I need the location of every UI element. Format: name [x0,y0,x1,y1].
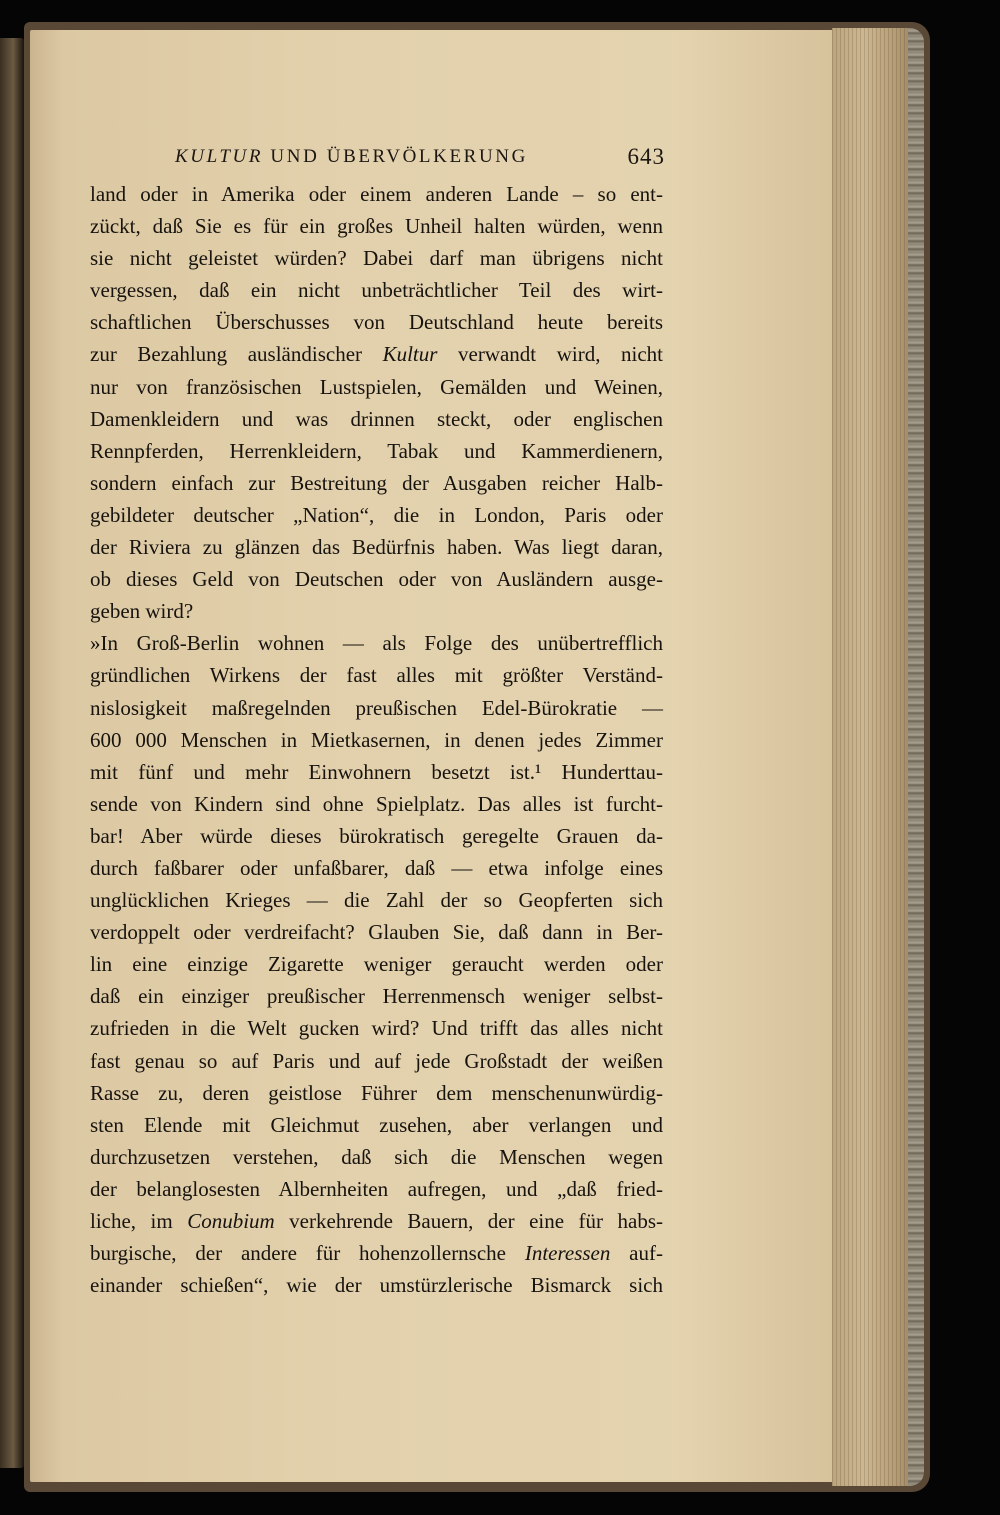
running-head-title-rest: UND ÜBERVÖLKERUNG [263,146,528,167]
text-line: unglücklichen Krieges — die Zahl der so Geopferten sich [90,888,663,913]
text-line: der belanglosesten Albernheiten aufregen, und „daß fried- [90,1176,663,1201]
italic-emphasis: Conubium [187,1209,275,1233]
text-line: nur von französischen Lustspielen, Gemälden und Weinen, [90,374,663,399]
text-line: ob dieses Geld von Deutschen oder von Ausländern ausge- [90,567,663,592]
page-number: 643 [627,144,665,169]
text-line: zückt, daß Sie es für ein großes Unheil halten würden, wenn [90,214,663,239]
text-line: sten Elende mit Gleichmut zusehen, aber verlangen und [90,1112,663,1137]
text-line: Rasse zu, deren geistlose Führer dem menschenunwürdig- [90,1080,663,1105]
text-line: einander schießen“, wie der umstürzlerische Bismarck sich [90,1273,663,1298]
text-line: bar! Aber würde dieses bürokratisch geregelte Grauen da- [90,823,663,848]
running-head [175,146,665,176]
page-stack-edge [832,28,924,1486]
italic-emphasis: Interessen [524,1241,611,1266]
text-line: durch faßbarer oder unfaßbarer, daß — etwa infolge eines [90,855,663,880]
text-line: zur Bezahlung ausländischer Kultur verwandt wird, nicht [90,342,663,367]
body-text [90,178,663,1301]
cover-edge-band [908,28,924,1486]
text-line: zufrieden in die Welt gucken wird? Und trifft das alles nicht [90,1016,663,1041]
text-line: vergessen, daß ein nicht unbeträchtlicher Teil des wirt- [90,278,663,303]
text-line: der Riviera zu glänzen das Bedürfnis haben. Was liegt daran, [90,535,663,560]
text-line: »In Groß-Berlin wohnen — als Folge des unübertrefflich [90,631,663,656]
text-line: nislosigkeit maßregelnden preußischen Edel-Bürokratie — [90,695,663,720]
running-head-title [175,146,528,168]
italic-emphasis: Kultur [382,342,438,367]
text-line: sondern einfach zur Bestreitung der Ausgaben reicher Halb- [90,470,663,495]
left-page-edge [0,38,24,1468]
text-line: sie nicht geleistet würden? Dabei darf man übrigens nicht [90,246,663,271]
text-line: lin eine einzige Zigarette weniger geraucht werden oder [90,952,663,977]
text-line: liche, im Conubium verkehrende Bauern, der eine für habs- [90,1209,663,1233]
text-line: sende von Kindern sind ohne Spielplatz. Das alles ist furcht- [90,791,663,816]
text-line: Damenkleidern und was drinnen steckt, oder englischen [90,406,663,431]
text-line: gebildeter deutscher „Nation“, die in London, Paris oder [90,502,663,527]
text-line: geben wird? [90,599,194,624]
text-line: durchzusetzen verstehen, daß sich die Menschen wegen [90,1144,663,1169]
text-line: land oder in Amerika oder einem anderen Lande – so ent- [90,182,663,206]
running-head-title-italic: KULTUR [175,146,264,167]
text-line: Rennpferden, Herrenkleidern, Tabak und Kammerdienern, [90,438,663,463]
text-line: verdoppelt oder verdreifacht? Glauben Sie, daß dann in Ber- [90,920,663,945]
text-line: gründlichen Wirkens der fast alles mit größter Verständ- [90,663,663,688]
text-line: schaftlichen Überschusses von Deutschland heute bereits [90,310,663,335]
text-line: mit fünf und mehr Einwohnern besetzt ist.¹ Hunderttau- [90,759,663,784]
text-line: fast genau so auf Paris und auf jede Großstadt der weißen [90,1048,663,1073]
text-line: burgische, der andere für hohenzollernsche Interessen auf- [90,1241,663,1266]
text-line: daß ein einziger preußischer Herrenmensch weniger selbst- [90,984,663,1009]
text-line: 600 000 Menschen in Mietkasernen, in denen jedes Zimmer [90,727,663,752]
